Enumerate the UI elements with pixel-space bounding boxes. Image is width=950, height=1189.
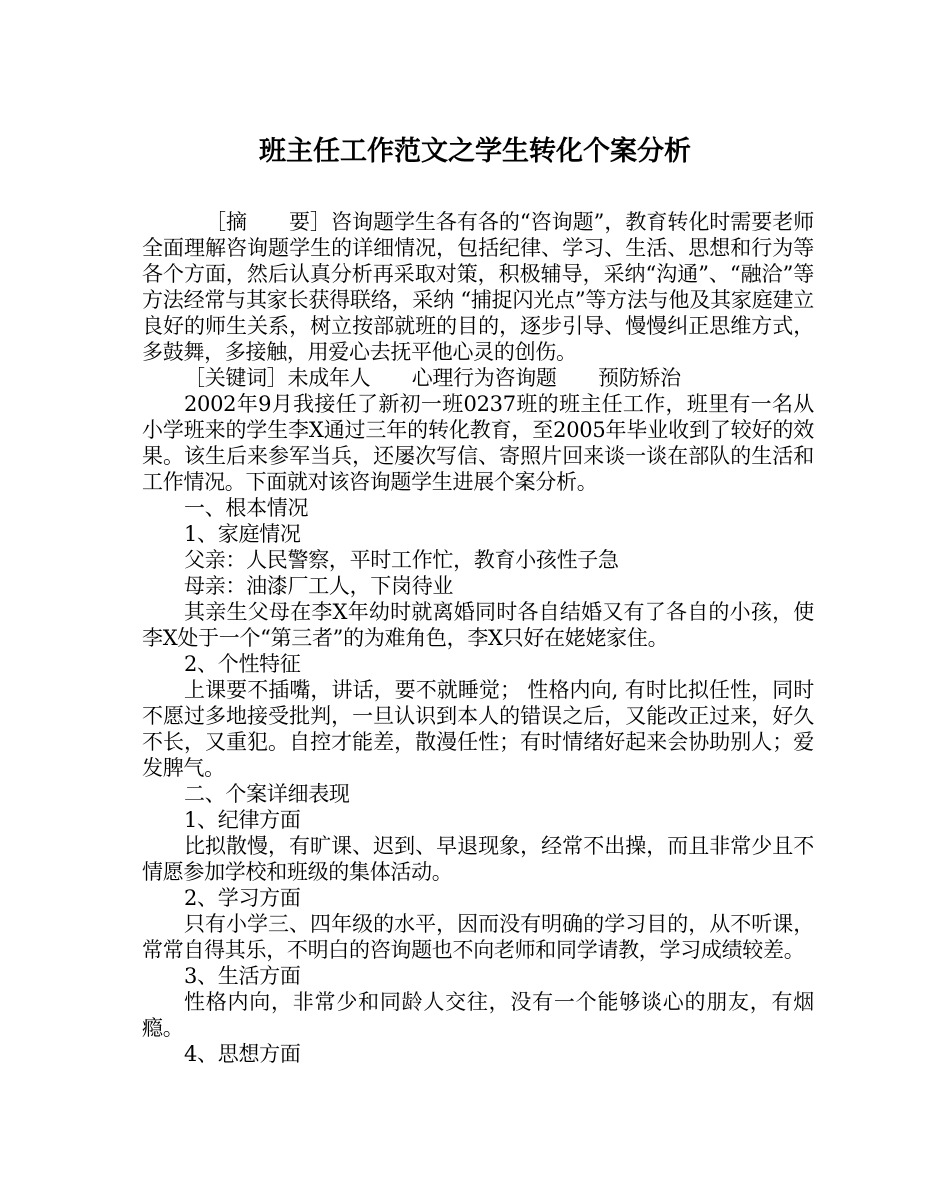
discipline-paragraph: 比拟散慢，有旷课、迟到、早退现象，经常不出操，而且非常少且不情愿参加学校和班级的集体活动。 [142,834,814,884]
section-heading: 二、个案详细表现 [184,782,350,806]
study-paragraph: 只有小学三、四年级的水平，因而没有明确的学习目的，从不听课，常常自得其乐，不明白的咨询题也不向老师和同学请教，学习成绩较差。 [142,912,814,962]
father-paragraph: 父亲：人民警察，平时工作忙，教育小孩性子急 [184,548,619,572]
mother-paragraph: 母亲：油漆厂工人，下岗待业 [184,574,454,598]
subsection-heading: 2、个性特征 [184,652,301,676]
keywords-paragraph: ［关键词］未成年人 心理行为咨询题 预防矫治 [184,366,681,390]
life-paragraph: 性格内向，非常少和同龄人交往，没有一个能够谈心的朋友，有烟瘾。 [142,990,814,1040]
family-paragraph: 其亲生父母在李X年幼时就离婚同时各自结婚又有了各自的小孩，使李X处于一个“第三者”的为难角色，李X只好在姥姥家住。 [142,600,814,650]
traits-paragraph: 上课要不插嘴，讲话，要不就睡觉； 性格内向, 有时比拟任性，同时不愿过多地接受批判，一旦认识到本人的错误之后，又能改正过来，好久不长，又重犯。自控才能差，散漫任性；有时情绪好起来会协助别人；爱发脾气。 [142,678,814,780]
subsection-heading: 2、学习方面 [184,886,301,910]
document-body [142,209,814,1067]
subsection-heading: 1、家庭情况 [184,522,301,546]
subsection-heading: 1、纪律方面 [184,808,301,832]
abstract-paragraph: ［摘 要］咨询题学生各有各的“咨询题”，教育转化时需要老师全面理解咨询题学生的详细情况，包括纪律、学习、生活、思想和行为等各个方面，然后认真分析再采取对策，积极辅导，采纳“沟通”、“融洽”等方法经常与其家长获得联络，采纳 “捕捉闪光点”等方法与他及其家庭建立良好的师生关系，树立按部就班的目的，逐步引导、慢慢纠正思维方式，多鼓舞，多接触，用爱心去抚平他心灵的创伤。 [142,210,814,364]
subsection-heading: 3、生活方面 [184,964,301,988]
intro-paragraph: 2002年9月我接任了新初一班0237班的班主任工作，班里有一名从小学班来的学生李X通过三年的转化教育，至2005年毕业收到了较好的效果。该生后来参军当兵，还屡次写信、寄照片回来谈一谈在部队的生活和工作情况。下面就对该咨询题学生进展个案分析。 [142,392,814,494]
section-heading: 一、根本情况 [184,496,309,520]
document-title: 班主任工作范文之学生转化个案分析 [259,136,691,167]
subsection-heading: 4、思想方面 [184,1042,301,1066]
